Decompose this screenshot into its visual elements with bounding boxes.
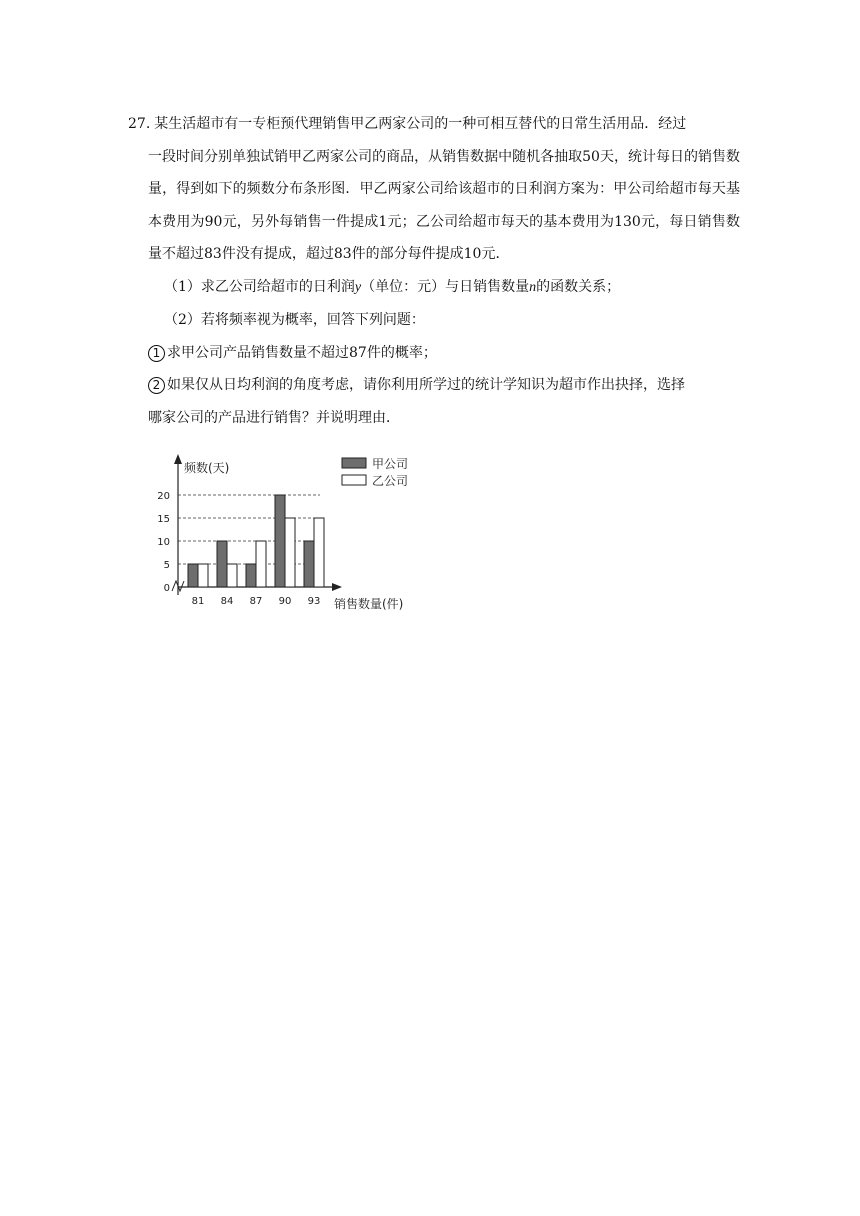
circled-number-1: 1 <box>148 345 165 362</box>
question-1 <box>148 271 740 305</box>
y-axis-label: 频数(天) <box>184 461 230 475</box>
question-2: （2）若将频率视为概率，回答下列问题： <box>164 312 425 328</box>
y-tick-label-20: 20 <box>157 491 170 502</box>
legend-swatch-jia <box>342 458 366 468</box>
question-2-part-2 <box>148 369 740 402</box>
x-tick-label-87: 87 <box>249 596 263 607</box>
problem-27 <box>128 108 740 434</box>
y-tick-label-15: 15 <box>157 514 170 525</box>
problem-stem-first-line <box>128 108 740 141</box>
problem-stem-line1: 某生活超市有一专柜预代理销售甲乙两家公司的一种可相互替代的日常生活用品．经过 <box>154 116 687 132</box>
x-tick-label-93: 93 <box>307 596 321 607</box>
question-1-prefix: （1）求乙公司给超市的日利润 <box>164 278 355 295</box>
variable-y: y <box>354 279 362 295</box>
variable-n: n <box>529 279 537 295</box>
bar-yi-81 <box>198 564 208 587</box>
question-2-part-1-text: 求甲公司产品销售数量不超过87件的概率； <box>167 344 437 361</box>
question-2-part-2-continued: 哪家公司的产品进行销售？并说明理由． <box>148 409 400 426</box>
chart-svg <box>150 450 420 615</box>
bar-yi-87 <box>256 541 266 587</box>
x-tick-label-81: 81 <box>191 596 205 607</box>
problem-stem-body <box>128 141 740 435</box>
problem-number: 27. <box>128 116 151 132</box>
bar-yi-93 <box>314 518 324 587</box>
question-1-mid: （单位：元）与日销售数量 <box>361 278 530 295</box>
frequency-bar-chart <box>150 450 420 615</box>
bar-yi-84 <box>227 564 237 587</box>
x-tick-label-90: 90 <box>278 596 292 607</box>
legend-label-yi: 乙公司 <box>372 474 409 488</box>
bar-jia-93 <box>304 541 314 587</box>
bar-jia-84 <box>217 541 227 587</box>
y-tick-label-5: 5 <box>163 560 170 571</box>
legend-swatch-yi <box>342 475 366 485</box>
bar-jia-81 <box>188 564 198 587</box>
legend-label-jia: 甲公司 <box>372 457 409 471</box>
x-axis-label: 销售数量(件) <box>334 597 404 611</box>
question-2-part-2-line1: 如果仅从日均利润的角度考虑，请你利用所学过的统计学知识为超市作出抉择，选择 <box>167 377 685 393</box>
y-tick-label-10: 10 <box>157 537 170 548</box>
question-1-suffix: 的函数关系； <box>536 278 621 295</box>
question-2-part-1 <box>148 337 740 370</box>
y-tick-label-0: 0 <box>163 583 170 594</box>
x-tick-label-84: 84 <box>220 596 234 607</box>
bar-jia-87 <box>246 564 256 587</box>
bar-jia-90 <box>275 495 285 587</box>
bar-yi-90 <box>285 518 295 587</box>
circled-number-2: 2 <box>148 377 165 394</box>
problem-stem-rest: 一段时间分别单独试销甲乙两家公司的商品，从销售数据中随机各抽取50天，统计每日的销售数量，得到如下的频数分布条形图．甲乙两家公司给该超市的日利润方案为：甲公司给超市每天基本费用为90元，另外每销售一件提成1元；乙公司给超市每天的基本费用为130元，每日销售数量不超过83件没有提成，超过83件的部分每件提成10元． <box>148 148 740 262</box>
